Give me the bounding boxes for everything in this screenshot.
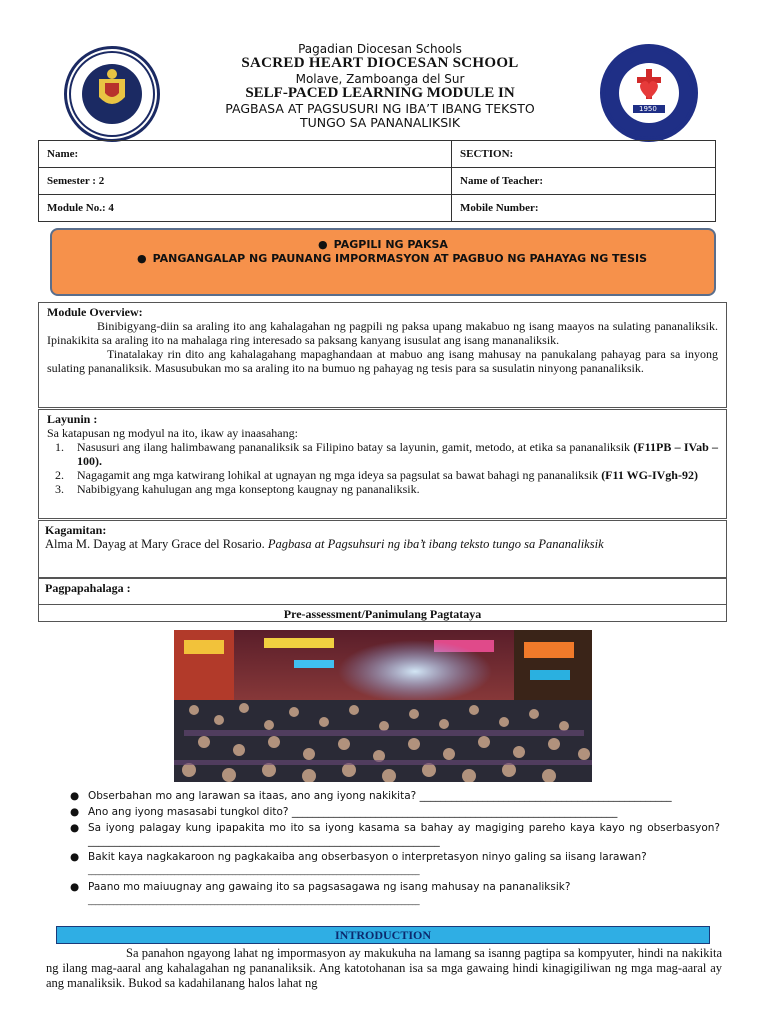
name-label: Name: [47,148,79,160]
question-4-text: Bakit kaya nagkakaroon ng pagkakaiba ang obserbasyon o interpretasyon ninyo galing sa iisang larawan? [88,851,647,863]
module-overview-box [38,302,727,408]
overview-paragraph-2: Tinatalakay rin dito ang kahalagahang mapaghandaan at mabuo ang isang mahusay na panukalang pahayag para sa inyong sulating pananaliksik. Masusubukan mo sa araling ito na bumuo ng pahayag ng tesis para sa susulatin ninyong pananaliksik. [47,347,718,375]
question-1-answer-line[interactable]: ________________________________________________ [419,790,672,802]
mobile-label: Mobile Number: [460,202,539,214]
kagamitan-box [38,520,727,578]
question-1: ● Obserbahan mo ang larawan sa itaas, ano ang iyong nakikita? ________________________________________________ [70,790,672,802]
topic-1: ● PAGPILI NG PAKSA [318,238,448,251]
section-cell[interactable] [452,141,716,168]
topic-2-text: PANGANGALAP NG PAUNANG IMPORMASYON AT PAGBUO NG PAHAYAG NG TESIS [152,252,648,265]
student-info-table [38,140,716,222]
topic-2: ● PANGANGALAP NG PAUNANG IMPORMASYON AT PAGBUO NG PAHAYAG NG TESIS [136,252,648,265]
school-location: Molave, Zamboanga del Sur [295,72,465,86]
objective-3-num: 3. [55,482,64,496]
topic-1-text: PAGPILI NG PAKSA [333,238,448,251]
objective-1-num: 1. [55,440,64,454]
teacher-label: Name of Teacher: [460,175,544,187]
overview-heading: Module Overview: [47,305,143,319]
reference-authors: Alma M. Dayag at Mary Grace del Rosario. [45,537,265,551]
mobile-cell[interactable] [452,195,716,222]
subject-line-2: TUNGO SA PANANALIKSIK [299,115,461,130]
question-2-text: Ano ang iyong masasabi tungkol dito? [88,806,289,818]
question-5-text: Paano mo maiuugnay ang gawaing ito sa pagsasagawa ng isang mahusay na pananaliksik? [88,881,571,893]
name-cell[interactable] [39,141,452,168]
question-5: ● Paano mo maiuugnay ang gawaing ito sa pagsasagawa ng isang mahusay na pananaliksik? ____________________________________________________________________________________________ [70,881,571,905]
question-2: ● Ano ang iyong masasabi tungkol dito? ______________________________________________________________ [70,806,618,818]
question-2-answer-line[interactable]: ______________________________________________________________ [291,806,618,818]
objective-3 [55,482,718,496]
school-seal-logo [600,44,698,142]
preassessment-questions [70,790,720,910]
objective-3-text: Nabibigyang kahulugan ang mga konseptong kaugnay ng pananaliksik. [77,482,420,496]
semester-cell [39,168,452,195]
objective-2 [55,468,718,482]
objective-2-text: Nagagamit ang mga katwirang lohikal at ugnayan ng mga ideya sa pagsulat sa bawat bahagi ng pananaliksik [77,468,599,482]
module-no-label: Module No.: 4 [47,202,114,214]
objective-2-code: (F11 WG-IVgh-92) [601,468,698,482]
question-4-answer-line[interactable]: ____________________________________________________________________________________________ [88,866,420,875]
objective-2-num: 2. [55,468,64,482]
diocese-seal-logo [64,46,160,142]
objective-1 [55,440,718,468]
preassessment-title: Pre-assessment/Panimulang Pagtataya [283,607,482,621]
subject-line-1: PAGBASA AT PAGSUSURI NG IBA’T IBANG TEKSTO [225,101,535,116]
introduction-heading: INTRODUCTION [56,926,710,944]
semester-label: Semester : 2 [47,175,105,187]
crowd-street-photo [174,630,592,782]
pagpapahalaga-box [38,578,727,622]
topics-banner [50,228,716,296]
school-system: Pagadian Diocesan Schools [298,42,462,56]
module-no-cell [39,195,452,222]
question-5-answer-line[interactable]: ____________________________________________________________________________________________ [88,896,420,905]
pagpapahalaga-heading: Pagpapahalaga : [45,581,131,595]
reference-book-title: Pagbasa at Pagsuhsuri ng iba’t ibang teksto tungo sa Pananaliksik [267,537,604,551]
logo-year: 1950 [639,105,657,113]
overview-paragraph-1: Binibigyang-diin sa araling ito ang kahalagahan ng pagpili ng paksa upang makabuo ng isang maayos na sulating pananaliksik. Ipinakikita sa araling ito na mahalaga ring interesado sa paksang kanyang isusulat ang isang mananaliksik. [47,319,718,347]
kagamitan-heading: Kagamitan: [45,523,107,537]
question-3-answer-line[interactable]: ___________________________________________________________________ [88,835,440,847]
layunin-intro: Sa katapusan ng modyul na ito, ikaw ay inaasahang: [47,426,298,440]
question-1-text: Obserbahan mo ang larawan sa itaas, ano ang iyong nakikita? [88,790,417,802]
section-label: SECTION: [460,148,514,160]
objective-1-text: Nasusuri ang ilang halimbawang pananaliksik sa Filipino batay sa layunin, gamit, metodo, at etika sa pananaliksik [77,440,631,454]
question-3: ● Sa iyong palagay kung ipapakita mo ito sa iyong kasama sa bahay ay magiging pareho kaya kayo ng obserbasyon? ___________________________________________________________________ [70,822,720,847]
introduction-text: Sa panahon ngayong lahat ng impormasyon ay makukuha na lamang sa isanng pagtipa sa kompyuter, hindi na nakikita ng ilang mag-aaral ang kahalagahan ng pananaliksik. Ang katotohanan isa sa mga gawaing hindi kinagigiliwan ng mga mag-aaral ay ang manaliksik. Bukod sa kadahilanang halos lahat ng [46,946,722,990]
teacher-cell[interactable] [452,168,716,195]
question-4: ● Bakit kaya nagkakaroon ng pagkakaiba ang obserbasyon o interpretasyon ninyo galing sa iisang larawan? ____________________________________________________________________________________________ [70,851,647,875]
question-3-text: Sa iyong palagay kung ipapakita mo ito sa iyong kasama sa bahay ay magiging pareho kaya kayo ng obserbasyon? [88,822,720,834]
kagamitan-reference [45,537,720,551]
layunin-box [38,409,727,519]
module-title: SELF-PACED LEARNING MODULE IN [245,85,515,101]
school-name: SACRED HEART DIOCESAN SCHOOL [241,55,519,71]
layunin-heading: Layunin : [47,412,98,426]
objective-1-code: (F11PB – IVab – 100). [77,440,719,468]
